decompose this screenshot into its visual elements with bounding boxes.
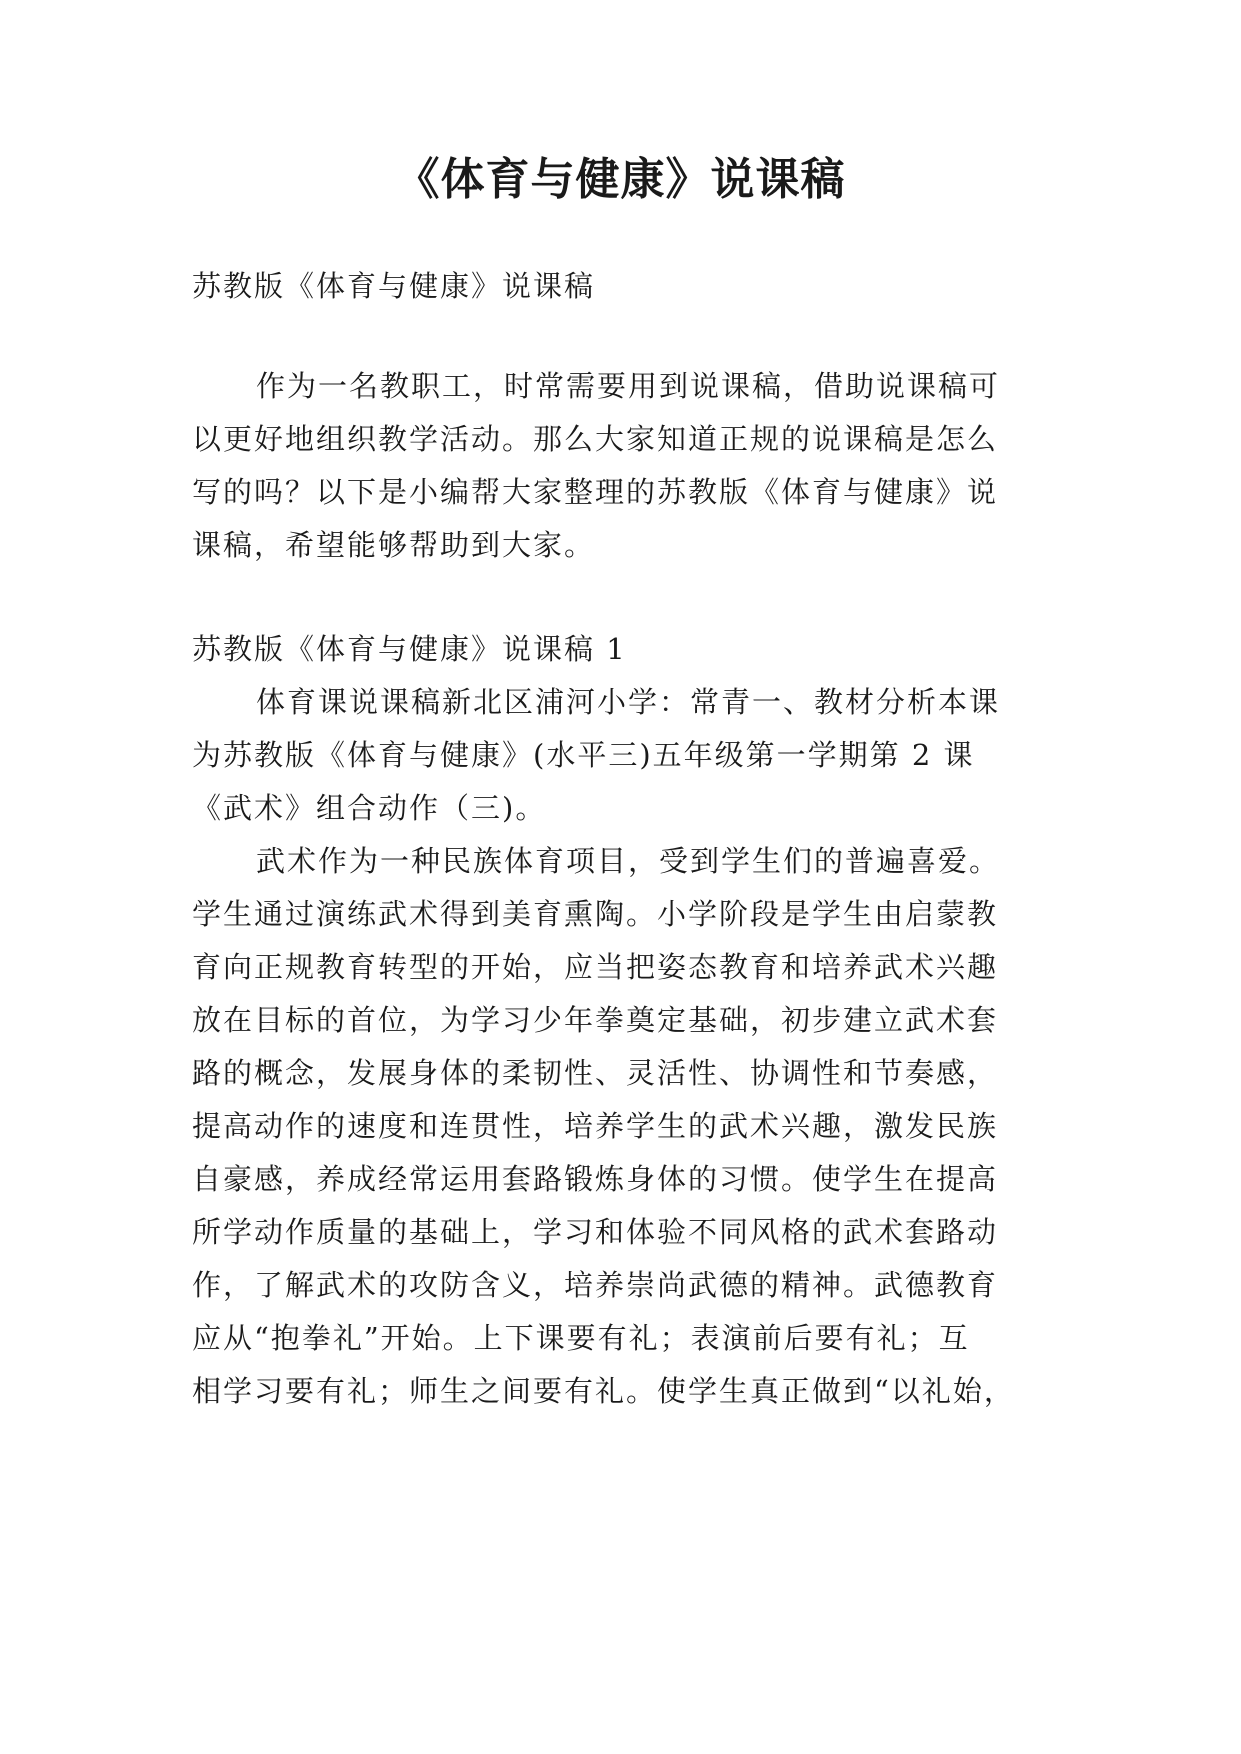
paragraph-line: 提高动作的速度和连贯性，培养学生的武术兴趣，激发民族: [192, 1109, 999, 1143]
paragraph-line: 应从“抱拳礼”开始。上下课要有礼；表演前后要有礼；互: [192, 1321, 970, 1355]
intro-line: 课稿，希望能够帮助到大家。: [192, 528, 596, 562]
paragraph-line: 武术作为一种民族体育项目，受到学生们的普遍喜爱。: [256, 844, 1001, 878]
paragraph-line: 为苏教版《体育与健康》(水平三)五年级第一学期第 2 课: [192, 738, 975, 772]
paragraph-line: 体育课说课稿新北区浦河小学：常青一、教材分析本课: [256, 685, 1001, 719]
paragraph-line: 所学动作质量的基础上，学习和体验不同风格的武术套路动: [192, 1215, 999, 1249]
paragraph-line: 学生通过演练武术得到美育熏陶。小学阶段是学生由启蒙教: [192, 897, 999, 931]
section-heading: 苏教版《体育与健康》说课稿 1: [192, 632, 627, 666]
paragraph-line: 《武术》组合动作（三)。: [192, 791, 547, 825]
document-title: 《体育与健康》说课稿: [395, 154, 846, 205]
paragraph-line: 相学习要有礼；师生之间要有礼。使学生真正做到“以礼始，: [192, 1374, 1015, 1408]
document-subtitle: 苏教版《体育与健康》说课稿: [192, 269, 596, 303]
intro-line: 以更好地组织教学活动。那么大家知道正规的说课稿是怎么: [192, 422, 999, 456]
paragraph-line: 自豪感，养成经常运用套路锻炼身体的习惯。使学生在提高: [192, 1162, 999, 1196]
paragraph-line: 放在目标的首位，为学习少年拳奠定基础，初步建立武术套: [192, 1003, 999, 1037]
paragraph-line: 育向正规教育转型的开始，应当把姿态教育和培养武术兴趣: [192, 950, 999, 984]
intro-line: 作为一名教职工，时常需要用到说课稿，借助说课稿可: [256, 369, 1001, 403]
paragraph-line: 作，了解武术的攻防含义，培养崇尚武德的精神。武德教育: [192, 1268, 999, 1302]
intro-line: 写的吗？以下是小编帮大家整理的苏教版《体育与健康》说: [192, 475, 999, 509]
paragraph-line: 路的概念，发展身体的柔韧性、灵活性、协调性和节奏感，: [192, 1056, 999, 1090]
